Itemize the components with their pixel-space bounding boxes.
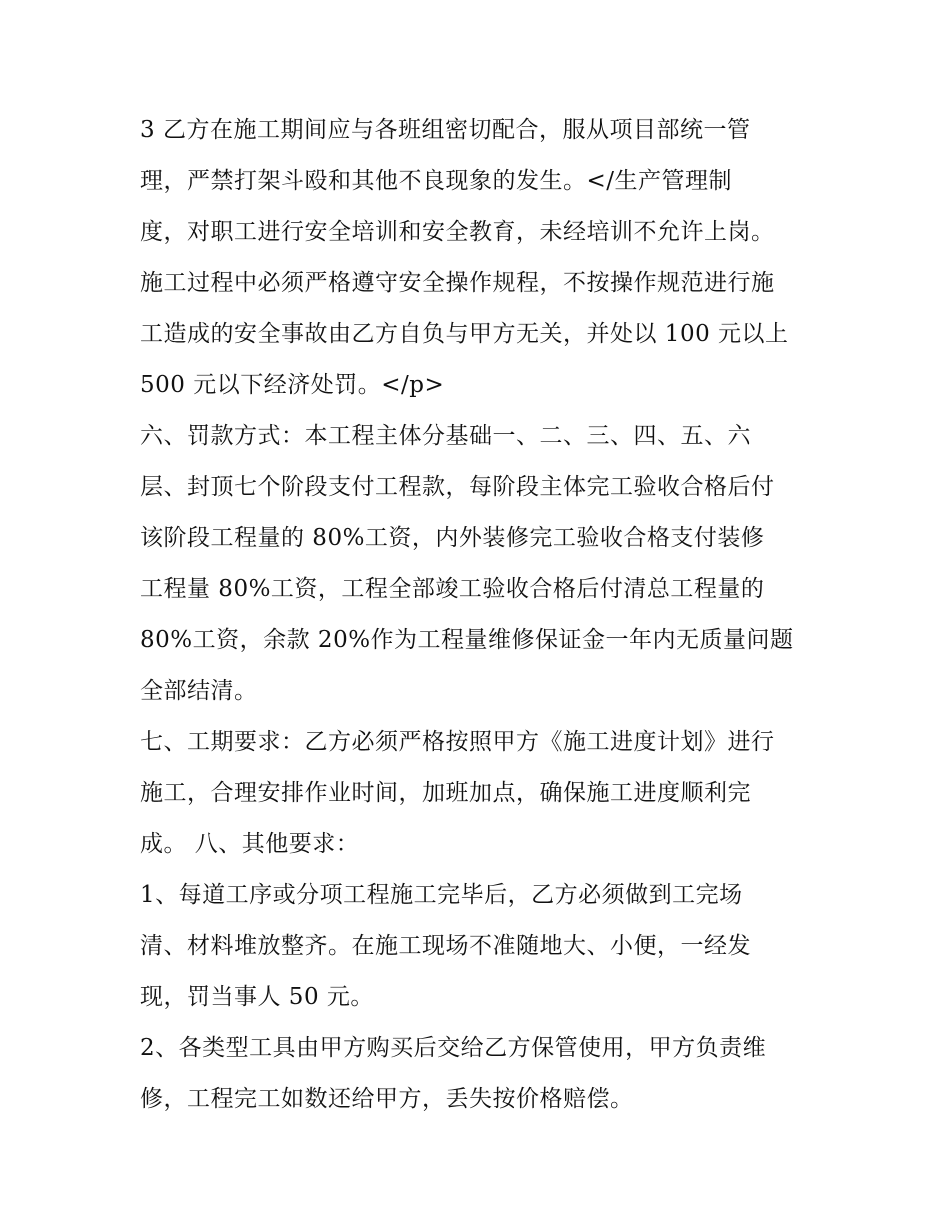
text-line: 500 元以下经济处罚。</p> — [140, 372, 445, 398]
text-line: 层、封顶七个阶段支付工程款，每阶段主体完工验收合格后付 — [140, 474, 775, 500]
text-line: 全部结清。 — [140, 678, 258, 704]
text-line: 2、各类型工具由甲方购买后交给乙方保管使用，甲方负责维 — [140, 1035, 767, 1061]
text-line: 施工，合理安排作业时间，加班加点，确保施工进度顺利完 — [140, 780, 751, 806]
text-line: 清、材料堆放整齐。在施工现场不准随地大、小便，一经发 — [140, 933, 751, 959]
text-line: 工造成的安全事故由乙方自负与甲方无关，并处以 100 元以上 — [140, 321, 789, 347]
document-body — [140, 105, 830, 1125]
text-line: 成。 八、其他要求： — [140, 831, 360, 857]
text-line: 理，严禁打架斗殴和其他不良现象的发生。</生产管理制 — [140, 168, 733, 194]
text-line: 该阶段工程量的 80%工资，内外装修完工验收合格支付装修 — [140, 525, 765, 551]
text-line: 六、罚款方式：本工程主体分基础一、二、三、四、五、六 — [140, 423, 751, 449]
text-line: 工程量 80%工资，工程全部竣工验收合格后付清总工程量的 — [140, 576, 765, 602]
text-line: 修，工程完工如数还给甲方，丢失按价格赔偿。 — [140, 1086, 634, 1112]
text-line: 施工过程中必须严格遵守安全操作规程，不按操作规范进行施 — [140, 270, 775, 296]
text-line: 七、工期要求：乙方必须严格按照甲方《施工进度计划》进行 — [140, 729, 775, 755]
text-line: 80%工资，余款 20%作为工程量维修保证金一年内无质量问题 — [140, 627, 794, 653]
text-line: 度，对职工进行安全培训和安全教育，未经培训不允许上岗。 — [140, 219, 775, 245]
text-line: 现，罚当事人 50 元。 — [140, 984, 374, 1010]
text-line: 3 乙方在施工期间应与各班组密切配合，服从项目部统一管 — [140, 117, 751, 143]
text-line: 1、每道工序或分项工程施工完毕后，乙方必须做到工完场 — [140, 882, 743, 908]
